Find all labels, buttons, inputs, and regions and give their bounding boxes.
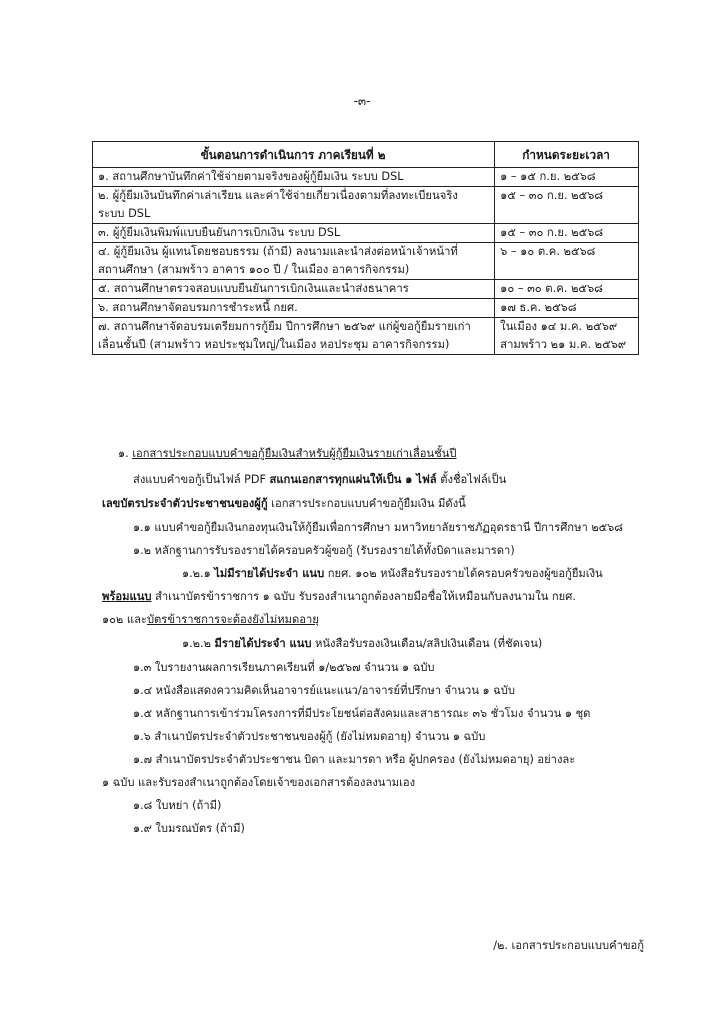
period-text: ๑๕ – ๓๐ ก.ย. ๒๕๖๘ — [500, 189, 604, 202]
filename-line — [102, 496, 466, 512]
continuation-note: /๒. เอกสารประกอบแบบคำขอกู้ — [493, 939, 644, 952]
step-text-cont: เลื่อนชั้นปี (สามพร้าว หอประชุมใหญ่/ในเมือง หอประชุม อาคารกิจกรรม) — [98, 338, 450, 351]
step-text: ๗. สถานศึกษาจัดอบรมเตรียมการกู้ยืม ปีการศึกษา ๒๕๖๙ แก่ผู้ขอกู้ยืมรายเก่า — [98, 320, 471, 333]
table-row — [93, 299, 639, 318]
item-1-2: ๑.๒ หลักฐานการรับรองรายได้ครอบครัวผู้ขอกู้ (รับรองรายได้ทั้งบิดาและมารดา) — [133, 544, 515, 557]
item-1-8: ๑.๘ ใบหย่า (ถ้ามี) — [133, 799, 222, 812]
header-steps: ขั้นตอนการดำเนินการ ภาคเรียนที่ ๒ — [93, 142, 495, 168]
schedule-table — [92, 141, 639, 355]
table-row — [93, 187, 639, 224]
step-cell — [93, 299, 495, 318]
period-cell — [495, 299, 639, 318]
step-text: ๔. ผู้กู้ยืมเงิน ผู้แทนโดยชอบธรรม (ถ้ามี) ลงนามและนำส่งต่อหน้าเจ้าหน้าที่ — [98, 245, 458, 258]
item-underlined: บัตรข้าราชการจะต้องยังไม่หมดอายุ — [146, 613, 319, 626]
table-row — [93, 224, 639, 243]
item-1-2-2 — [182, 636, 542, 652]
step-cell — [93, 224, 495, 243]
step-text-cont: ระบบ DSL — [98, 207, 151, 220]
step-cell — [93, 243, 495, 280]
filename-emphasis: เลขบัตรประจำตัวประชาชนของผู้กู้ — [102, 497, 268, 510]
step-text: ๖. สถานศึกษาจัดอบรมการชำระหนี้ กยศ. — [98, 301, 298, 314]
section-heading — [118, 446, 456, 462]
intro-emphasis: สแกนเอกสารทุกแผ่นให้เป็น ๑ ไฟล์ — [269, 473, 437, 486]
item-1-4: ๑.๔ หนังสือแสดงความคิดเห็นอาจารย์แนะแนว/อาจารย์ที่ปรึกษา จำนวน ๑ ฉบับ — [133, 684, 516, 697]
intro-text-end: ตั้งชื่อไฟล์เป็น — [436, 473, 507, 486]
item-1-7: ๑.๗ สำเนาบัตรประจำตัวประชาชน บิดา และมารดา หรือ ผู้ปกครอง (ยังไม่หมดอายุ) อย่างละ — [133, 753, 576, 766]
period-cell — [495, 318, 639, 355]
section-number: ๑. — [118, 447, 129, 460]
item-text: หนังสือรับรองเงินเดือน/สลิปเงินเดือน (ที่ชัดเจน) — [311, 637, 543, 650]
step-cell — [93, 187, 495, 224]
period-cell — [495, 224, 639, 243]
item-number: ๑.๒.๑ — [182, 567, 215, 580]
step-text: ๓. ผู้กู้ยืมเงินพิมพ์แบบยืนยันการเบิกเงิน ระบบ DSL — [98, 226, 341, 239]
step-cell — [93, 318, 495, 355]
step-text: ๕. สถานศึกษาตรวจสอบแบบยืนยันการเบิกเงินและนำส่งธนาคาร — [98, 282, 409, 295]
table-row — [93, 243, 639, 280]
header-period: กำหนดระยะเวลา — [495, 142, 639, 168]
item-1-5: ๑.๕ หลักฐานการเข้าร่วมโครงการที่มีประโยชน์ต่อสังคมและสาธารณะ ๓๖ ชั่วโมง จำนวน ๑ ชุด — [133, 707, 591, 720]
item-1-3: ๑.๓ ใบรายงานผลการเรียนภาคเรียนที่ ๑/๒๕๖๗ จำนวน ๑ ฉบับ — [133, 661, 435, 674]
period-cell — [495, 168, 639, 187]
step-text-cont: สถานศึกษา (สามพร้าว อาคาร ๑๐๐ ปี / ในเมือง อาคารกิจกรรม) — [98, 263, 410, 276]
page-number: -๓- — [353, 94, 371, 108]
item-1-6: ๑.๖ สำเนาบัตรประจำตัวประชาชนของผู้กู้ (ยังไม่หมดอายุ) จำนวน ๑ ฉบับ — [133, 730, 486, 743]
period-text: ๑ – ๑๕ ก.ย. ๒๕๖๘ — [500, 170, 596, 183]
item-1-1: ๑.๑ แบบคำขอกู้ยืมเงินกองทุนเงินให้กู้ยืมเพื่อการศึกษา มหาวิทยาลัยราชภัฏอุดรธานี ปีการศึกษา ๒๕๖๘ — [133, 521, 623, 534]
period-cell — [495, 243, 639, 280]
item-number: ๑.๒.๒ — [182, 637, 215, 650]
item-emphasis: มีรายได้ประจำ แนบ — [214, 637, 312, 650]
step-cell — [93, 280, 495, 299]
item-emphasis: ไม่มีรายได้ประจำ แนบ — [214, 567, 325, 580]
table-row — [93, 318, 639, 355]
item-1-9: ๑.๙ ใบมรณบัตร (ถ้ามี) — [133, 822, 245, 835]
item-emphasis: พร้อมแนบ — [102, 590, 152, 603]
period-text: ๖ – ๑๐ ต.ค. ๒๕๖๘ — [500, 245, 596, 258]
period-text: ๑๐ – ๓๐ ต.ค. ๒๕๖๘ — [500, 282, 603, 295]
period-cell — [495, 187, 639, 224]
step-text: ๒. ผู้กู้ยืมเงินบันทึกค่าเล่าเรียน และค่าใช้จ่ายเกี่ยวเนื่องตามที่ลงทะเบียนจริง — [98, 189, 458, 202]
intro-text: ส่งแบบคำขอกู้เป็นไฟล์ PDF — [133, 473, 270, 486]
period-text: ๑๗ ธ.ค. ๒๕๖๘ — [500, 301, 577, 314]
item-text: กยศ. ๑๐๒ หนังสือรับรองรายได้ครอบครัวของผู้ขอกู้ยืมเงิน — [324, 567, 603, 580]
item-text: สำเนาบัตรข้าราชการ ๑ ฉบับ รับรองสำเนาถูกต้องลายมือชื่อให้เหมือนกับลงนามใน กยศ. — [151, 590, 576, 603]
period-cell — [495, 280, 639, 299]
item-1-7-cont: ๑ ฉบับ และรับรองสำเนาถูกต้องโดยเจ้าของเอกสารต้องลงนามเอง — [102, 776, 416, 789]
table-header-row — [93, 142, 639, 168]
table-row — [93, 280, 639, 299]
step-cell — [93, 168, 495, 187]
period-text-cont: สามพร้าว ๒๑ ม.ค. ๒๕๖๙ — [500, 338, 627, 351]
item-1-2-1 — [182, 566, 603, 582]
period-text: ๑๕ – ๓๐ ก.ย. ๒๕๖๘ — [500, 226, 604, 239]
intro-line — [133, 472, 506, 488]
item-text: ๑๐๒ และ — [102, 613, 147, 626]
item-1-2-1-cont2 — [102, 612, 319, 628]
item-1-2-1-cont — [102, 589, 576, 605]
table-row — [93, 168, 639, 187]
period-text: ในเมือง ๑๔ ม.ค. ๒๕๖๙ — [500, 320, 618, 333]
filename-text: เอกสารประกอบแบบคำขอกู้ยืมเงิน มีดังนี้ — [267, 497, 466, 510]
section-title: เอกสารประกอบแบบคำขอกู้ยืมเงินสำหรับผู้กู้ยืมเงินรายเก่าเลื่อนชั้นปี — [132, 447, 457, 460]
step-text: ๑. สถานศึกษาบันทึกค่าใช้จ่ายตามจริงของผู้กู้ยืมเงิน ระบบ DSL — [98, 170, 404, 183]
